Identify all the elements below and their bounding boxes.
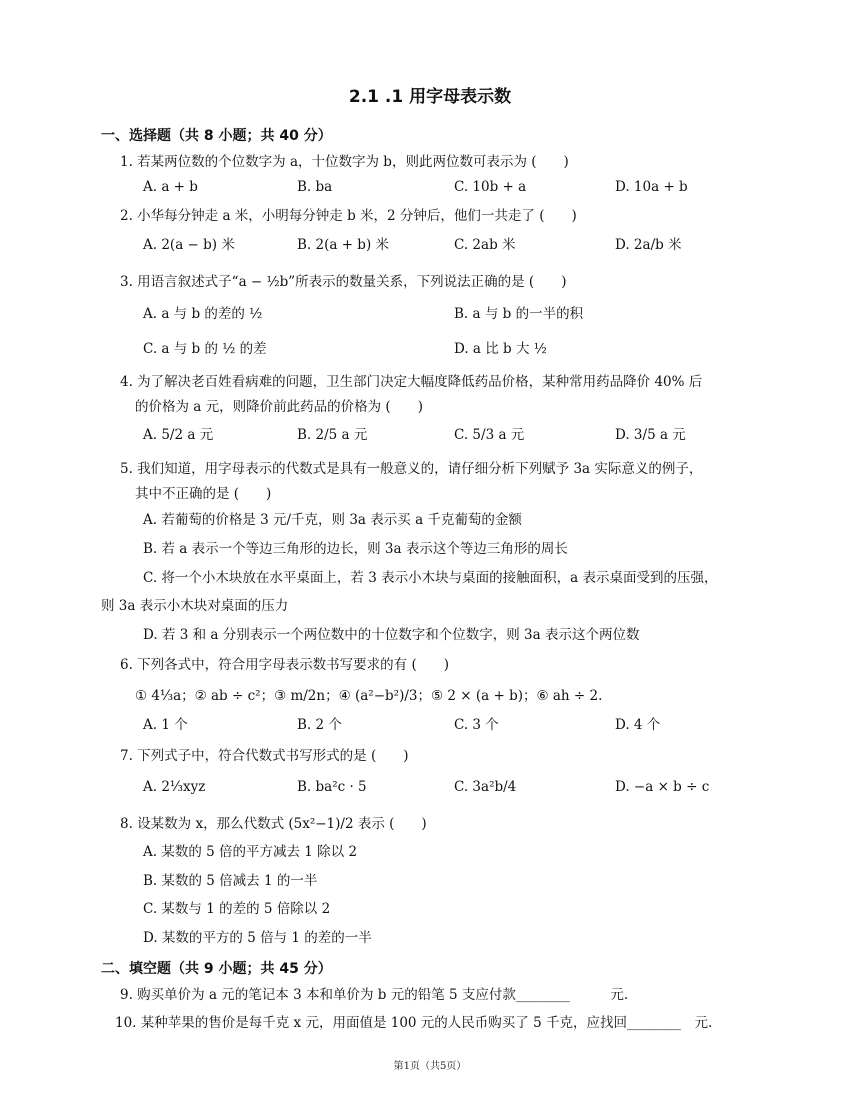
q8-option-d: D. 某数的平方的 5 倍与 1 的差的一半 — [143, 930, 372, 946]
q4-option-a: A. 5/2 a 元 — [143, 427, 214, 443]
q4-option-d: D. 3/5 a 元 — [615, 427, 686, 443]
q3-option-a: A. a 与 b 的差的 ½ — [143, 306, 263, 322]
section-heading-choice: 一、选择题（共 8 小题；共 40 分） — [101, 128, 332, 144]
q5-option-a: A. 若葡萄的价格是 3 元/千克，则 3a 表示买 a 千克葡萄的金额 — [143, 512, 522, 528]
question-7-stem: 7. 下列式子中，符合代数式书写形式的是 ( ) — [120, 748, 409, 764]
q6-option-b: B. 2 个 — [297, 717, 342, 733]
q1-option-c: C. 10b + a — [454, 179, 527, 195]
q2-option-c: C. 2ab 米 — [454, 237, 516, 253]
q6-option-d: D. 4 个 — [615, 717, 661, 733]
question-5-stem: 5. 我们知道，用字母表示的代数式是具有一般意义的，请仔细分析下列赋予 3a 实际意义的例子， — [120, 461, 703, 477]
page-title: 2.1 .1 用字母表示数 — [348, 87, 512, 107]
question-3-stem: 3. 用语言叙述式子“a − ½b”所表示的数量关系，下列说法正确的是 ( ) — [120, 274, 567, 290]
q8-option-b: B. 某数的 5 倍减去 1 的一半 — [143, 873, 318, 889]
page-footer: 第1页（共5页） — [393, 1061, 467, 1072]
question-1-stem: 1. 若某两位数的个位数字为 a，十位数字为 b，则此两位数可表示为 ( ) — [120, 154, 569, 170]
question-10-stem: 10. 某种苹果的售价是每千克 x 元，用面值是 100 元的人民币购买了 5 千克，应找回________ 元. — [115, 1015, 713, 1031]
question-8-stem: 8. 设某数为 x，那么代数式 (5x²−1)/2 表示 ( ) — [120, 816, 427, 832]
q7-option-a: A. 2⅓xyz — [143, 779, 206, 795]
question-4-stem: 4. 为了解决老百姓看病难的问题，卫生部门决定大幅度降低药品价格，某种常用药品降价 40% 后 — [120, 374, 703, 390]
q5-option-c: C. 将一个小木块放在水平桌面上，若 3 表示小木块与桌面的接触面积，a 表示桌面受到的压强， — [143, 570, 718, 586]
q5-option-d: D. 若 3 和 a 分别表示一个两位数中的十位数字和个位数字，则 3a 表示这个两位数 — [143, 627, 640, 643]
q4-option-b: B. 2/5 a 元 — [297, 427, 368, 443]
q7-option-b: B. ba²c · 5 — [297, 779, 367, 795]
q3-option-d: D. a 比 b 大 ½ — [454, 341, 547, 357]
question-9-stem: 9. 购买单价为 a 元的笔记本 3 本和单价为 b 元的铅笔 5 支应付款________ 元. — [120, 987, 629, 1003]
question-2-stem: 2. 小华每分钟走 a 米，小明每分钟走 b 米，2 分钟后，他们一共走了 ( ) — [120, 208, 577, 224]
q6-option-a: A. 1 个 — [143, 717, 188, 733]
q2-option-d: D. 2a/b 米 — [615, 237, 682, 253]
q7-option-c: C. 3a²b/4 — [454, 779, 517, 795]
q8-option-a: A. 某数的 5 倍的平方减去 1 除以 2 — [143, 844, 358, 860]
q7-option-d: D. −a × b ÷ c — [615, 779, 710, 795]
section-heading-fill: 二、填空题（共 9 小题；共 45 分） — [101, 961, 332, 977]
q2-option-a: A. 2(a − b) 米 — [143, 237, 235, 253]
q1-option-b: B. ba — [297, 179, 333, 195]
question-5-stem-cont: 其中不正确的是 ( ) — [135, 486, 272, 502]
q4-option-c: C. 5/3 a 元 — [454, 427, 525, 443]
q5-option-c-cont: 则 3a 表示小木块对桌面的压力 — [101, 598, 289, 614]
q2-option-b: B. 2(a + b) 米 — [297, 237, 390, 253]
q3-option-c: C. a 与 b 的 ½ 的差 — [143, 341, 267, 357]
q1-option-d: D. 10a + b — [615, 179, 688, 195]
question-6-expressions: ① 4⅓a；② ab ÷ c²；③ m/2n；④ (a²−b²)/3；⑤ 2 × (a + b)；⑥ ah ÷ 2. — [135, 688, 603, 704]
q1-option-a: A. a + b — [143, 179, 198, 195]
q6-option-c: C. 3 个 — [454, 717, 499, 733]
question-6-stem: 6. 下列各式中，符合用字母表示数书写要求的有 ( ) — [120, 657, 449, 673]
question-4-stem-cont: 的价格为 a 元，则降价前此药品的价格为 ( ) — [135, 399, 423, 415]
q8-option-c: C. 某数与 1 的差的 5 倍除以 2 — [143, 901, 331, 917]
q5-option-b: B. 若 a 表示一个等边三角形的边长，则 3a 表示这个等边三角形的周长 — [143, 541, 568, 557]
q3-option-b: B. a 与 b 的一半的积 — [454, 306, 584, 322]
